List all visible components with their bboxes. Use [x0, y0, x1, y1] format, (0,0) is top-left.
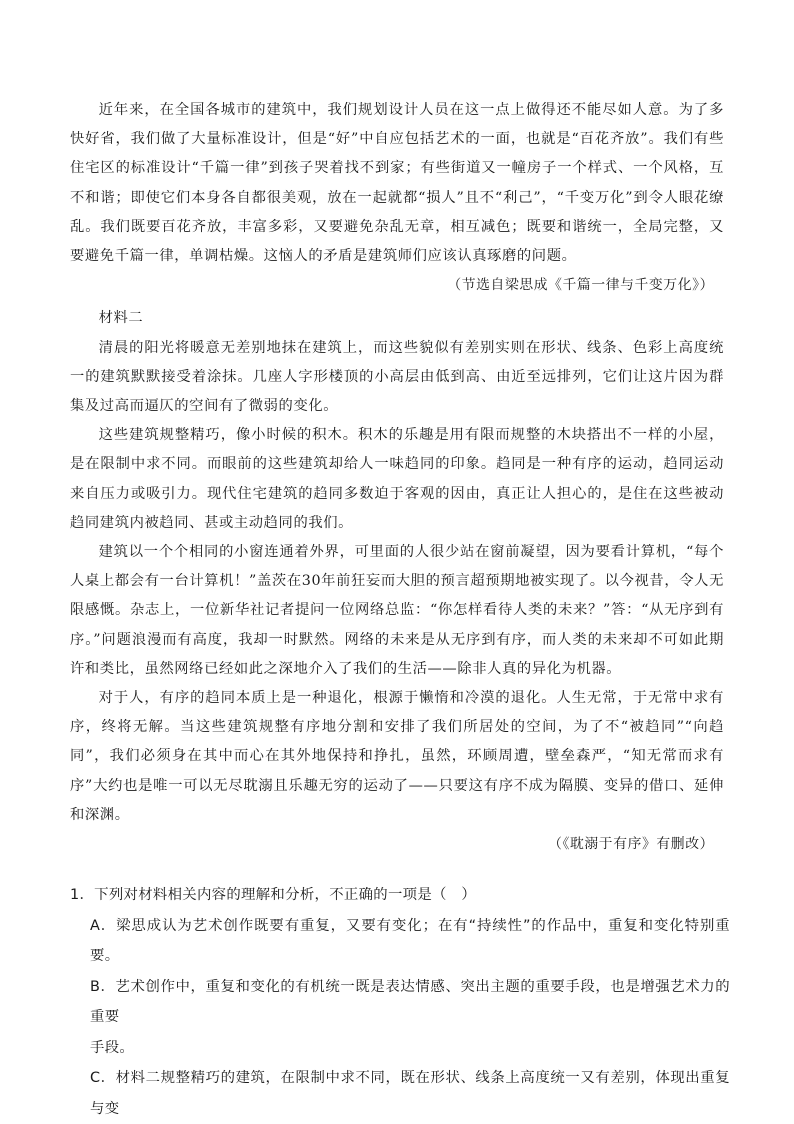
option-c-text: 材料二规整精巧的建筑，在限制中求不同，既在形状、线条上高度统一又有差别，体现出重复与变: [90, 1070, 730, 1117]
material2-source: （《耽溺于有序》有删改）: [548, 836, 714, 853]
option-b[interactable]: [70, 972, 730, 1033]
option-c[interactable]: [70, 1063, 730, 1124]
material2-paragraph-2: 这些建筑规整精巧，像小时候的积木。积木的乐趣是用有限而规整的木块搭出不一样的小屋，是在限制中求不同。而眼前的这些建筑却给人一味趋同的印象。趋同是一种有序的运动，趋同运动来自压力或吸引力。现代住宅建筑的趋同多数迫于客观的因由，真正让人担心的，是住在这些被动趋同建筑内被趋同、甚或主动趋同的我们。: [70, 427, 724, 531]
option-a-label: A．: [90, 917, 117, 934]
question-1: [70, 880, 730, 1124]
option-a[interactable]: [70, 911, 730, 972]
option-c-label: C．: [90, 1070, 116, 1086]
reading-passage: [70, 96, 724, 859]
material2-paragraph-1: 清晨的阳光将暖意无差别地抹在建筑上，而这些貌似有差别实则在形状、线条、色彩上高度统一的建筑默默接受着涂抹。几座人字形楼顶的小高层由低到高、由近至远排列，它们让这片因为群集及过高而逼仄的空间有了微弱的变化。: [70, 339, 724, 415]
material1-source: （节选自梁思成《千篇一律与千变万化》）: [447, 277, 714, 294]
material2-paragraph-4: 对于人，有序的趋同本质上是一种退化，根源于懒惰和冷漠的退化。人生无常，于无常中求有序，终将无解。当这些建筑规整有序地分割和安排了我们所居处的空间，为了不“被趋同”“向趋同”，我们必须身在其中而心在其外地保持和挣扎，虽然，环顾周遭，壁垒森严，“知无常而求有序”大约也是唯一可以无尽耽溺且乐趣无穷的运动了——只要这有序不成为隔膜、变异的借口、延伸和深渊。: [70, 690, 724, 823]
question-stem: 1．下列对材料相关内容的理解和分析，不正确的一项是（ ）: [70, 887, 477, 903]
material1-paragraph: 近年来，在全国各城市的建筑中，我们规划设计人员在这一点上做得还不能尽如人意。为了多快好省，我们做了大量标准设计，但是“好”中自应包括艺术的一面，也就是“百花齐放”。我们有些住宅区的标准设计“千篇一律”到孩子哭着找不到家；有些街道又一幢房子一个样式、一个风格，互不和谐；即使它们本身各自都很美观，放在一起就都“损人”且不“利己”，“千变万化”到令人眼花缭乱。我们既要百花齐放，丰富多彩，又要避免杂乱无章，相互减色；既要和谐统一，全局完整，又要避免千篇一律，单调枯燥。这恼人的矛盾是建筑师们应该认真琢磨的问题。: [70, 102, 724, 265]
material2-heading: 材料二: [98, 310, 144, 327]
option-b-label: B．: [90, 978, 116, 995]
option-b-continuation: 手段。: [90, 1039, 135, 1056]
option-b-text: 艺术创作中，重复和变化的有机统一既是表达情感、突出主题的重要手段，也是增强艺术力的重要: [90, 978, 730, 1025]
material2-paragraph-3: 建筑以一个个相同的小窗连通着外界，可里面的人很少站在窗前凝望，因为要看计算机，“每个人桌上都会有一台计算机！”盖茨在30年前狂妄而大胆的预言超预期地被实现了。以今视昔，令人无限感慨。杂志上，一位新华社记者提问一位网络总监：“你怎样看待人类的未来？”答：“从无序到有序。”问题浪漫而有高度，我却一时默然。网络的未来是从无序到有序，而人类的未来却不可如此期许和类比，虽然网络已经如此之深地介入了我们的生活——除非人真的异化为机器。: [70, 544, 724, 677]
option-a-text: 梁思成认为艺术创作既要有重复，又要有变化；在有“持续性”的作品中，重复和变化特别重要。: [90, 917, 730, 964]
